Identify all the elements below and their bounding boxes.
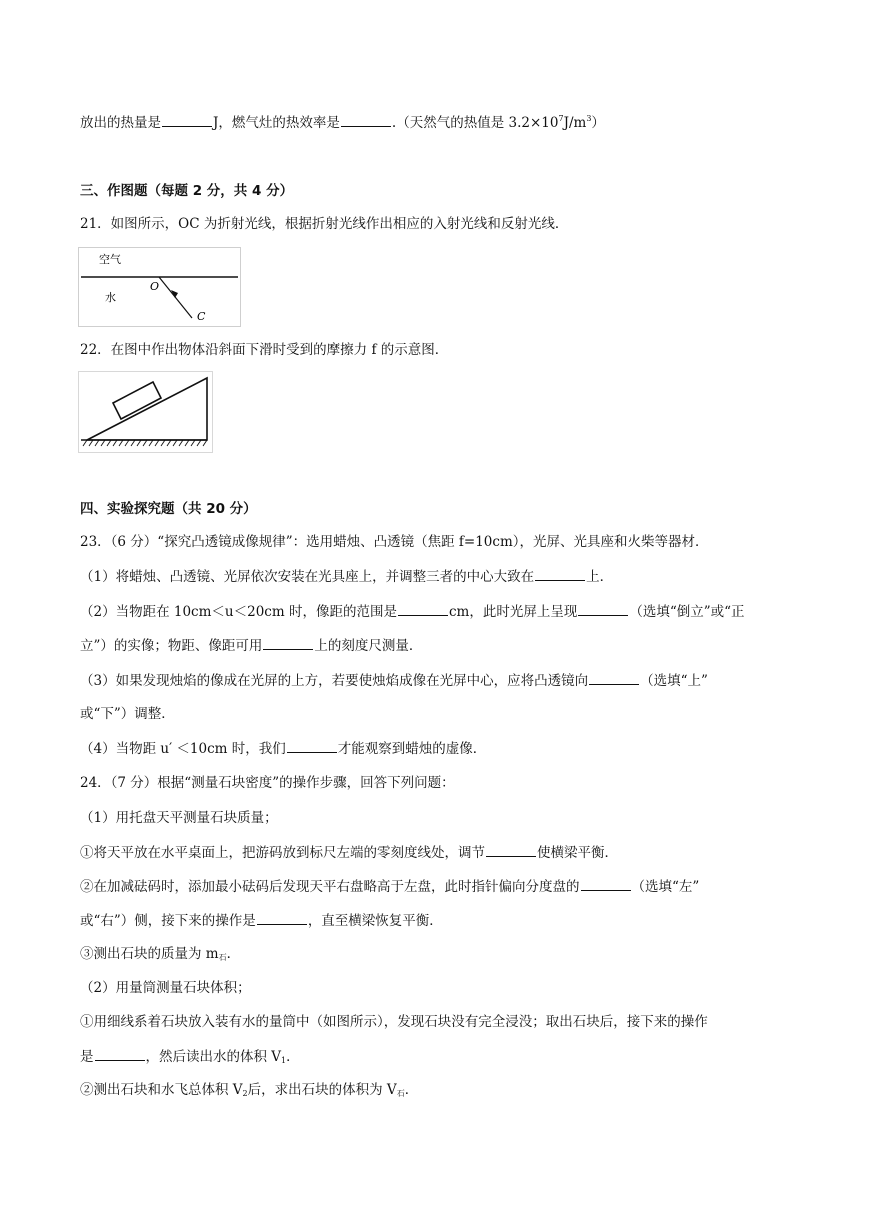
refraction-diagram (79, 248, 240, 326)
text: （选填“倒立”或“正 (629, 604, 745, 620)
answer-blank (581, 876, 631, 891)
text: 立”）的实像；物距、像距可用 (80, 638, 263, 654)
exponent: 3 (586, 114, 592, 123)
text: 使横梁平衡． (537, 845, 618, 861)
section-heading-drawing: 三、作图题（每题 2 分，共 4 分） (80, 183, 294, 199)
text: ②测出石块和水飞总体积 V (80, 1082, 243, 1098)
subscript: 1 (281, 1056, 287, 1065)
question-23-part-3-cont: 或“下”）调整． (80, 706, 175, 722)
text: cm，此时光屏上呈现 (448, 604, 578, 620)
text: （4）当物距 u′ ＜10cm 时，我们 (80, 741, 286, 757)
answer-blank (578, 601, 628, 616)
label-point-c: C (197, 310, 206, 323)
question-24-step-2-1-cont (80, 1046, 789, 1067)
exponent: 7 (558, 114, 564, 123)
text: ． (286, 1049, 300, 1065)
text: 才能观察到蜡烛的虚像． (337, 741, 487, 757)
label-point-o: O (150, 280, 160, 293)
question-24-part-2: （2）用量筒测量石块体积； (80, 980, 251, 996)
subscript: 石 (396, 1089, 405, 1098)
question-21: 21．如图所示，OC 为折射光线，根据折射光线作出相应的入射光线和反射光线． (80, 216, 569, 232)
refracted-ray-oc (159, 277, 192, 318)
text: （选填“左” (631, 879, 700, 895)
answer-blank (263, 635, 313, 650)
text: ． (226, 946, 241, 962)
text: 上． (586, 569, 614, 585)
text: J/m (563, 115, 587, 131)
text: 或“右”）侧，接下来的操作是 (80, 913, 256, 929)
answer-blank (486, 842, 536, 857)
question-24-step-2-2 (80, 1080, 789, 1100)
question-22: 22．在图中作出物体沿斜面下滑时受到的摩擦力 f 的示意图． (80, 342, 449, 358)
answer-blank (95, 1046, 145, 1061)
text: 上的刻度尺测量． (314, 638, 423, 654)
answer-blank (162, 112, 212, 127)
text: ，然后读出水的体积 V (145, 1049, 282, 1065)
question-24-step-1-3 (80, 944, 789, 964)
answer-blank (287, 738, 337, 753)
subscript: 2 (242, 1089, 248, 1098)
section-heading-experiment: 四、实验探究题（共 20 分） (80, 501, 257, 517)
ground-hatching (83, 440, 207, 446)
answer-blank (589, 670, 639, 685)
text: （3）如果发现烛焰的像成在光屏的上方，若要使烛焰成像在光屏中心，应将凸透镜向 (80, 673, 589, 689)
answer-blank (257, 910, 307, 925)
text: .（天然气的热值是 3.2×10 (391, 115, 559, 131)
text: 后，求出石块的体积为 V (247, 1082, 397, 1098)
question-23-part-4 (80, 738, 789, 759)
incline-figure (78, 371, 213, 453)
refraction-figure (78, 247, 241, 327)
question-23-part-3 (80, 670, 789, 691)
text: ） (591, 115, 605, 131)
text: J，燃气灶的热效率是 (213, 115, 340, 131)
text: （2）当物距在 10cm＜u＜20cm 时，像距的范围是 (80, 604, 397, 620)
question-23-part-2-cont (80, 635, 789, 656)
answer-blank (341, 112, 391, 127)
text: 放出的热量是 (80, 115, 161, 131)
label-water: 水 (105, 291, 116, 304)
question-23-intro: 23．（6 分）“探究凸透镜成像规律”：选用蜡烛、凸透镜（焦距 f=10cm），光屏、光具座和火柴等器材． (80, 534, 709, 550)
subscript: 石 (218, 953, 227, 962)
text: ． (404, 1082, 419, 1098)
question-23-part-1 (80, 566, 789, 587)
question-24-part-1: （1）用托盘天平测量石块质量； (80, 810, 278, 826)
question-23-part-2 (80, 601, 789, 622)
text: ③测出石块的质量为 m (80, 946, 219, 962)
text: 是 (80, 1049, 94, 1065)
answer-blank (398, 601, 448, 616)
text: ，直至横梁恢复平衡． (307, 913, 443, 929)
question-24-step-2-1: ①用细线系着石块放入装有水的量筒中（如图所示），发现石块没有完全浸没；取出石块后，接下来的操作 (80, 1014, 708, 1030)
text: （选填“上” (640, 673, 708, 689)
incline-diagram (79, 372, 212, 452)
question-24-step-1-2-cont (80, 910, 789, 931)
text: ②在加减砝码时，添加最小砝码后发现天平右盘略高于左盘，此时指针偏向分度盘的 (80, 879, 580, 895)
text-line-heat (80, 112, 789, 133)
question-24-step-1-1 (80, 842, 789, 863)
question-24-intro: 24．（7 分）根据“测量石块密度”的操作步骤，回答下列问题： (80, 775, 455, 791)
text: （1）将蜡烛、凸透镜、光屏依次安装在光具座上，并调整三者的中心大致在 (80, 569, 535, 585)
label-air: 空气 (99, 253, 121, 266)
text: ①将天平放在水平桌面上，把游码放到标尺左端的零刻度线处，调节 (80, 845, 485, 861)
question-24-step-1-2 (80, 876, 789, 897)
answer-blank (535, 566, 585, 581)
